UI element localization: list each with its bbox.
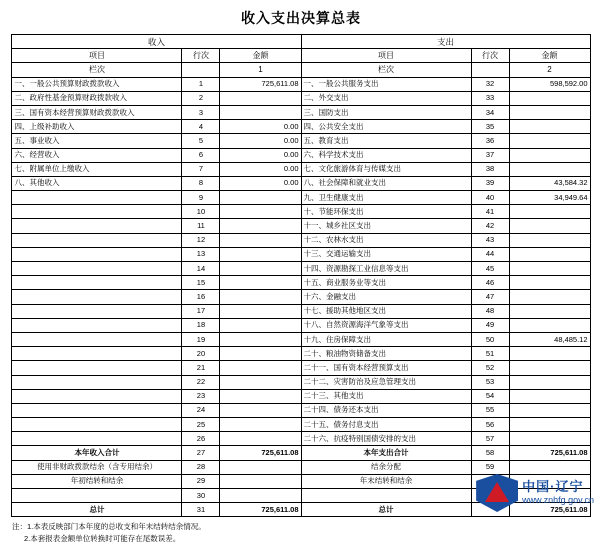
income-amount-5: 0.00 xyxy=(220,148,301,162)
income-rowno-22: 23 xyxy=(182,389,220,403)
summary-income-rowno-3: 30 xyxy=(182,489,220,503)
lane-label-income: 栏次 xyxy=(12,63,182,77)
income-amount-19 xyxy=(220,347,301,361)
summary-expense-item-2: 年末结转和结余 xyxy=(301,474,471,488)
income-amount-23 xyxy=(220,403,301,417)
col-header-expense-item: 项目 xyxy=(301,49,471,63)
income-item-20 xyxy=(12,361,182,375)
expense-item-16: 十七、援助其他地区支出 xyxy=(301,304,471,318)
income-item-13 xyxy=(12,262,182,276)
income-rowno-20: 21 xyxy=(182,361,220,375)
income-item-24 xyxy=(12,418,182,432)
expense-rowno-21: 53 xyxy=(471,375,509,389)
expense-item-23: 二十四、债务还本支出 xyxy=(301,403,471,417)
group-header-row xyxy=(12,35,590,49)
income-item-7: 八、其他收入 xyxy=(12,176,182,190)
table-row xyxy=(12,176,590,190)
expense-rowno-7: 39 xyxy=(471,176,509,190)
expense-amount-7: 43,584.32 xyxy=(509,176,590,190)
expense-rowno-1: 33 xyxy=(471,91,509,105)
table-row xyxy=(12,318,590,332)
income-item-10 xyxy=(12,219,182,233)
expense-rowno-16: 48 xyxy=(471,304,509,318)
table-row xyxy=(12,162,590,176)
expense-item-14: 十五、商业服务业等支出 xyxy=(301,276,471,290)
col-header-income-item: 项目 xyxy=(12,49,182,63)
expense-item-20: 二十一、国有资本经营预算支出 xyxy=(301,361,471,375)
income-rowno-10: 11 xyxy=(182,219,220,233)
expense-rowno-5: 37 xyxy=(471,148,509,162)
income-amount-9 xyxy=(220,205,301,219)
income-item-2: 三、国有资本经营预算财政拨款收入 xyxy=(12,105,182,119)
expense-rowno-15: 47 xyxy=(471,290,509,304)
expense-item-18: 十九、住房保障支出 xyxy=(301,332,471,346)
table-summary-row xyxy=(12,460,590,474)
table-row xyxy=(12,205,590,219)
income-amount-0: 725,611.08 xyxy=(220,77,301,91)
income-item-19 xyxy=(12,347,182,361)
note-line-2: 2.本套报表金额单位转换时可能存在尾数误差。 xyxy=(24,534,181,544)
table-row xyxy=(12,134,590,148)
summary-income-rowno-0: 27 xyxy=(182,446,220,460)
expense-item-13: 十四、资源勘探工业信息等支出 xyxy=(301,262,471,276)
income-item-21 xyxy=(12,375,182,389)
expense-rowno-4: 36 xyxy=(471,134,509,148)
table-row xyxy=(12,219,590,233)
table-row xyxy=(12,247,590,261)
group-header-expense: 支出 xyxy=(301,35,590,49)
summary-expense-item-4: 总计 xyxy=(301,503,471,517)
expense-item-4: 五、教育支出 xyxy=(301,134,471,148)
income-rowno-15: 16 xyxy=(182,290,220,304)
income-rowno-12: 13 xyxy=(182,247,220,261)
income-item-5: 六、经营收入 xyxy=(12,148,182,162)
income-amount-13 xyxy=(220,262,301,276)
income-amount-25 xyxy=(220,432,301,446)
expense-rowno-2: 34 xyxy=(471,105,509,119)
table-row xyxy=(12,91,590,105)
table-notes xyxy=(12,521,590,545)
income-rowno-19: 20 xyxy=(182,347,220,361)
expense-amount-9 xyxy=(509,205,590,219)
summary-expense-amount-0: 725,611.08 xyxy=(509,446,590,460)
income-amount-6: 0.00 xyxy=(220,162,301,176)
income-item-11 xyxy=(12,233,182,247)
income-rowno-9: 10 xyxy=(182,205,220,219)
summary-income-item-1: 使用非财政拨款结余（含专用结余） xyxy=(12,460,182,474)
expense-amount-13 xyxy=(509,262,590,276)
summary-income-amount-4: 725,611.08 xyxy=(220,503,301,517)
table-row xyxy=(12,262,590,276)
lane-number-expense: 2 xyxy=(509,63,590,77)
expense-item-15: 十六、金融支出 xyxy=(301,290,471,304)
expense-rowno-19: 51 xyxy=(471,347,509,361)
income-item-9 xyxy=(12,205,182,219)
income-item-4: 五、事业收入 xyxy=(12,134,182,148)
group-header-income: 收入 xyxy=(12,35,301,49)
table-row xyxy=(12,375,590,389)
income-item-23 xyxy=(12,403,182,417)
expense-amount-14 xyxy=(509,276,590,290)
expense-amount-20 xyxy=(509,361,590,375)
expense-rowno-8: 40 xyxy=(471,191,509,205)
expense-item-5: 六、科学技术支出 xyxy=(301,148,471,162)
summary-expense-amount-1 xyxy=(509,460,590,474)
expense-item-9: 十、节能环保支出 xyxy=(301,205,471,219)
income-rowno-2: 3 xyxy=(182,105,220,119)
income-item-18 xyxy=(12,332,182,346)
expense-amount-5 xyxy=(509,148,590,162)
summary-income-amount-0: 725,611.08 xyxy=(220,446,301,460)
expense-amount-18: 48,485.12 xyxy=(509,332,590,346)
income-rowno-11: 12 xyxy=(182,233,220,247)
income-amount-11 xyxy=(220,233,301,247)
summary-expense-item-3 xyxy=(301,489,471,503)
expense-amount-24 xyxy=(509,418,590,432)
table-row xyxy=(12,389,590,403)
expense-amount-10 xyxy=(509,219,590,233)
summary-income-item-2: 年初结转和结余 xyxy=(12,474,182,488)
income-amount-1 xyxy=(220,91,301,105)
expense-rowno-3: 35 xyxy=(471,120,509,134)
expense-amount-4 xyxy=(509,134,590,148)
expense-rowno-14: 46 xyxy=(471,276,509,290)
page-title: 收入支出决算总表 xyxy=(241,12,361,27)
lane-number-income: 1 xyxy=(220,63,301,77)
summary-expense-item-0: 本年支出合计 xyxy=(301,446,471,460)
summary-income-rowno-4: 31 xyxy=(182,503,220,517)
table-row xyxy=(12,276,590,290)
lane-blank-expense-rowno xyxy=(471,63,509,77)
budget-summary-table xyxy=(11,34,590,517)
table-row xyxy=(12,418,590,432)
income-rowno-6: 7 xyxy=(182,162,220,176)
expense-item-12: 十三、交通运输支出 xyxy=(301,247,471,261)
income-rowno-3: 4 xyxy=(182,120,220,134)
table-row xyxy=(12,290,590,304)
income-amount-10 xyxy=(220,219,301,233)
income-amount-21 xyxy=(220,375,301,389)
income-amount-15 xyxy=(220,290,301,304)
income-rowno-16: 17 xyxy=(182,304,220,318)
expense-item-8: 九、卫生健康支出 xyxy=(301,191,471,205)
expense-rowno-10: 42 xyxy=(471,219,509,233)
expense-item-21: 二十二、灾害防治及应急管理支出 xyxy=(301,375,471,389)
income-rowno-25: 26 xyxy=(182,432,220,446)
expense-amount-11 xyxy=(509,233,590,247)
income-rowno-23: 24 xyxy=(182,403,220,417)
income-amount-24 xyxy=(220,418,301,432)
income-rowno-0: 1 xyxy=(182,77,220,91)
table-row xyxy=(12,361,590,375)
income-amount-8 xyxy=(220,191,301,205)
table-row xyxy=(12,233,590,247)
expense-amount-3 xyxy=(509,120,590,134)
lane-label-expense: 栏次 xyxy=(301,63,471,77)
col-header-expense-rowno: 行次 xyxy=(471,49,509,63)
income-rowno-24: 25 xyxy=(182,418,220,432)
table-row xyxy=(12,332,590,346)
income-rowno-8: 9 xyxy=(182,191,220,205)
col-header-income-rowno: 行次 xyxy=(182,49,220,63)
income-amount-4: 0.00 xyxy=(220,134,301,148)
income-amount-20 xyxy=(220,361,301,375)
income-amount-2 xyxy=(220,105,301,119)
col-header-income-amount: 金额 xyxy=(220,49,301,63)
summary-income-rowno-2: 29 xyxy=(182,474,220,488)
expense-rowno-18: 50 xyxy=(471,332,509,346)
expense-rowno-23: 55 xyxy=(471,403,509,417)
summary-income-amount-2 xyxy=(220,474,301,488)
income-amount-18 xyxy=(220,332,301,346)
expense-rowno-9: 41 xyxy=(471,205,509,219)
expense-rowno-6: 38 xyxy=(471,162,509,176)
logo-text xyxy=(522,480,594,505)
expense-amount-1 xyxy=(509,91,590,105)
income-rowno-5: 6 xyxy=(182,148,220,162)
expense-amount-16 xyxy=(509,304,590,318)
income-amount-12 xyxy=(220,247,301,261)
expense-item-3: 四、公共安全支出 xyxy=(301,120,471,134)
income-rowno-13: 14 xyxy=(182,262,220,276)
summary-income-amount-3 xyxy=(220,489,301,503)
table-summary-row xyxy=(12,446,590,460)
logo-url: www.znhfg.gov.cn xyxy=(522,495,594,506)
expense-amount-22 xyxy=(509,389,590,403)
expense-rowno-20: 52 xyxy=(471,361,509,375)
income-item-6: 七、附属单位上缴收入 xyxy=(12,162,182,176)
table-row xyxy=(12,77,590,91)
lane-blank-income-rowno xyxy=(182,63,220,77)
expense-amount-0: 598,592.00 xyxy=(509,77,590,91)
expense-amount-6 xyxy=(509,162,590,176)
income-rowno-4: 5 xyxy=(182,134,220,148)
summary-expense-amount-4: 725,611.08 xyxy=(509,503,590,517)
site-logo xyxy=(476,474,594,512)
summary-expense-rowno-1: 59 xyxy=(471,460,509,474)
expense-item-22: 二十三、其他支出 xyxy=(301,389,471,403)
expense-rowno-12: 44 xyxy=(471,247,509,261)
expense-rowno-13: 45 xyxy=(471,262,509,276)
expense-item-25: 二十六、抗疫特别国债安排的支出 xyxy=(301,432,471,446)
column-header-row xyxy=(12,49,590,63)
table-row xyxy=(12,148,590,162)
income-item-8 xyxy=(12,191,182,205)
expense-item-6: 七、文化旅游体育与传媒支出 xyxy=(301,162,471,176)
table-row xyxy=(12,304,590,318)
income-item-14 xyxy=(12,276,182,290)
income-amount-3: 0.00 xyxy=(220,120,301,134)
income-rowno-14: 15 xyxy=(182,276,220,290)
income-amount-16 xyxy=(220,304,301,318)
table-row xyxy=(12,347,590,361)
table-row xyxy=(12,105,590,119)
income-amount-22 xyxy=(220,389,301,403)
table-row xyxy=(12,120,590,134)
note-line-1: 注：1.本表反映部门本年度的总收支和年末结转结余情况。 xyxy=(12,522,206,532)
col-header-expense-amount: 金额 xyxy=(509,49,590,63)
income-amount-14 xyxy=(220,276,301,290)
logo-name: 中国·辽宁 xyxy=(522,479,584,495)
expense-rowno-0: 32 xyxy=(471,77,509,91)
income-item-16 xyxy=(12,304,182,318)
income-rowno-1: 2 xyxy=(182,91,220,105)
summary-income-item-3 xyxy=(12,489,182,503)
expense-amount-8: 34,949.64 xyxy=(509,191,590,205)
expense-rowno-11: 43 xyxy=(471,233,509,247)
table-row xyxy=(12,432,590,446)
expense-item-1: 二、外交支出 xyxy=(301,91,471,105)
table-row xyxy=(12,191,590,205)
income-rowno-7: 8 xyxy=(182,176,220,190)
expense-amount-15 xyxy=(509,290,590,304)
expense-item-19: 二十、粮油物资储备支出 xyxy=(301,347,471,361)
summary-income-amount-1 xyxy=(220,460,301,474)
expense-rowno-22: 54 xyxy=(471,389,509,403)
expense-amount-12 xyxy=(509,247,590,261)
income-item-15 xyxy=(12,290,182,304)
expense-item-0: 一、一般公共服务支出 xyxy=(301,77,471,91)
table-body xyxy=(12,77,590,446)
expense-item-10: 十一、城乡社区支出 xyxy=(301,219,471,233)
summary-income-item-4: 总计 xyxy=(12,503,182,517)
summary-income-item-0: 本年收入合计 xyxy=(12,446,182,460)
expense-rowno-24: 56 xyxy=(471,418,509,432)
table-row xyxy=(12,403,590,417)
income-item-3: 四、上级补助收入 xyxy=(12,120,182,134)
expense-item-11: 十二、农林水支出 xyxy=(301,233,471,247)
income-item-25 xyxy=(12,432,182,446)
expense-item-24: 二十五、债务付息支出 xyxy=(301,418,471,432)
income-item-0: 一、一般公共预算财政拨款收入 xyxy=(12,77,182,91)
income-rowno-17: 18 xyxy=(182,318,220,332)
expense-amount-23 xyxy=(509,403,590,417)
summary-income-rowno-1: 28 xyxy=(182,460,220,474)
income-item-22 xyxy=(12,389,182,403)
shield-icon xyxy=(476,474,518,512)
expense-amount-21 xyxy=(509,375,590,389)
expense-item-2: 三、国防支出 xyxy=(301,105,471,119)
income-item-17 xyxy=(12,318,182,332)
income-rowno-21: 22 xyxy=(182,375,220,389)
expense-rowno-17: 49 xyxy=(471,318,509,332)
expense-amount-2 xyxy=(509,105,590,119)
expense-item-7: 八、社会保障和就业支出 xyxy=(301,176,471,190)
income-item-12 xyxy=(12,247,182,261)
income-item-1: 二、政府性基金预算财政拨款收入 xyxy=(12,91,182,105)
income-amount-17 xyxy=(220,318,301,332)
expense-amount-19 xyxy=(509,347,590,361)
lane-header-row xyxy=(12,63,590,77)
expense-item-17: 十八、自然资源海洋气象等支出 xyxy=(301,318,471,332)
income-rowno-18: 19 xyxy=(182,332,220,346)
expense-rowno-25: 57 xyxy=(471,432,509,446)
summary-expense-rowno-0: 58 xyxy=(471,446,509,460)
expense-amount-25 xyxy=(509,432,590,446)
summary-expense-item-1: 结余分配 xyxy=(301,460,471,474)
expense-amount-17 xyxy=(509,318,590,332)
income-amount-7: 0.00 xyxy=(220,176,301,190)
